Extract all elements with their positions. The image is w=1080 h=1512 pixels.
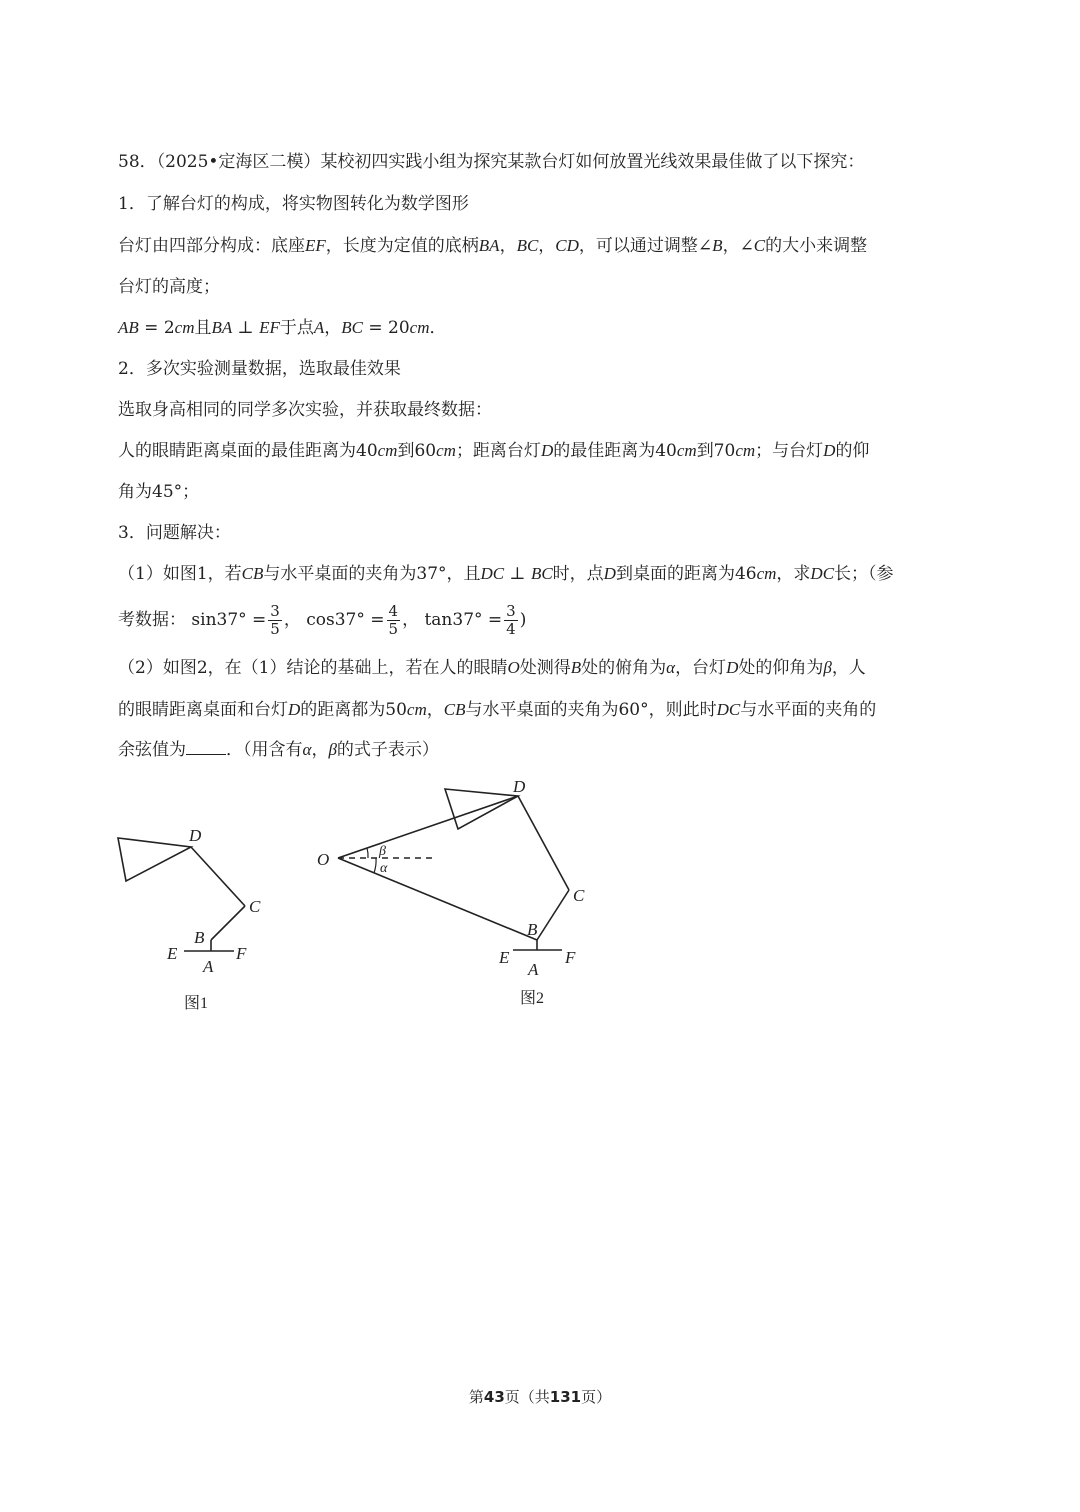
problem-intro: 某校初四实践小组为探究某款台灯如何放置光线效果最佳做了以下探究： — [320, 152, 865, 172]
text: ， — [311, 740, 329, 760]
segment-DC-2 — [518, 796, 569, 890]
text: 且 — [194, 318, 212, 338]
text: ， — [538, 236, 556, 256]
sin-label: sin37° = — [191, 610, 267, 630]
section1-line1 — [118, 234, 867, 258]
text: 考数据： — [118, 610, 186, 630]
figure-1 — [100, 810, 300, 1030]
label-E: E — [167, 944, 178, 963]
section2-line3: 角为45°； — [118, 482, 200, 502]
footer-text: 第 — [468, 1388, 484, 1406]
section3-title: 3．问题解决： — [118, 523, 231, 543]
text: = 2 — [138, 318, 175, 338]
section2-line2 — [118, 439, 869, 463]
text: 人的眼睛距离桌面的最佳距离为40 — [118, 441, 378, 461]
text: ， — [722, 236, 740, 256]
sin-numerator: 3 — [270, 602, 280, 620]
text: ，可以通过调整 — [578, 236, 698, 256]
math-BC: BC — [341, 318, 363, 337]
text: ，人 — [831, 658, 866, 678]
label-F: F — [565, 948, 576, 967]
cos-fraction — [387, 603, 401, 638]
math-beta: β — [328, 740, 337, 759]
text: 到60 — [397, 441, 437, 461]
text: ．（用含有 — [226, 740, 303, 760]
label-F: F — [236, 944, 247, 963]
math-alpha: α — [666, 658, 676, 677]
text: 的大小来调整 — [765, 236, 868, 256]
text: ， — [283, 610, 301, 630]
text: ， — [402, 610, 420, 630]
math-B: B — [570, 658, 582, 677]
cos-denominator: 5 — [388, 620, 399, 638]
label-O: O — [317, 850, 330, 869]
math-CB: CB — [241, 564, 264, 583]
problem-header — [118, 150, 864, 174]
text: 到70 — [696, 441, 736, 461]
tan-denominator: 4 — [506, 620, 516, 638]
label-D: D — [513, 777, 526, 796]
tan-label: tan37° = — [424, 610, 503, 630]
text: 的仰 — [835, 441, 870, 461]
unit-cm: cm — [436, 441, 456, 460]
math-EF: EF — [305, 236, 326, 255]
footer-text: 页（共 — [504, 1388, 550, 1406]
page-number: 43 — [483, 1388, 505, 1406]
cos-label: cos37° = — [306, 610, 385, 630]
math-alpha: α — [302, 740, 312, 759]
text: 与水平桌面的夹角为37°，且 — [263, 564, 481, 584]
figure-2-caption: 图2 — [520, 990, 545, 1007]
question1-line1 — [118, 562, 894, 586]
page-footer — [0, 1386, 1080, 1407]
text: ) — [519, 610, 527, 630]
segment-CB-2 — [537, 890, 569, 940]
cos-numerator: 4 — [388, 602, 399, 620]
footer-text: 页） — [581, 1388, 612, 1406]
answer-blank[interactable] — [186, 738, 226, 755]
math-BC: BC — [530, 564, 553, 583]
unit-cm: cm — [174, 318, 195, 337]
text: 长；（参 — [834, 564, 894, 584]
text: ，求 — [776, 564, 811, 584]
unit-cm: cm — [756, 564, 777, 583]
section2-line1: 选取身高相同的同学多次实验，并获取最终数据： — [118, 400, 492, 420]
question2-line3 — [118, 738, 439, 762]
text: ， — [426, 700, 444, 720]
segment-DC-1 — [191, 847, 245, 906]
math-BC: BC — [516, 236, 539, 255]
math-CD: CD — [555, 236, 579, 255]
text: （2）如图2，在（1）结论的基础上，若在人的眼睛 — [118, 658, 508, 678]
math-angle-B: ∠B — [697, 236, 723, 255]
math-D: D — [726, 658, 739, 677]
text: ，台灯 — [675, 658, 727, 678]
text: ． — [429, 318, 447, 338]
perp-symbol: ⊥ — [504, 564, 531, 584]
sin-denominator: 5 — [270, 620, 280, 638]
math-angle-C: ∠C — [739, 236, 766, 255]
label-A: A — [203, 957, 214, 976]
unit-cm: cm — [406, 700, 427, 719]
text: ；与台灯 — [755, 441, 824, 461]
section1-title: 1．了解台灯的构成，将实物图转化为数学图形 — [118, 194, 469, 214]
math-EF: EF — [259, 318, 280, 337]
text: 台灯由四部分构成：底座 — [118, 236, 305, 256]
text: 的式子表示） — [336, 740, 439, 760]
tan-fraction — [504, 603, 518, 638]
text: ， — [324, 318, 342, 338]
question1-reference-data — [118, 600, 526, 640]
text: = 20 — [362, 318, 410, 338]
text: 于点 — [279, 318, 314, 338]
text: 处的仰角为 — [738, 658, 824, 678]
section1-line2: 台灯的高度； — [118, 277, 220, 297]
text: 余弦值为 — [118, 740, 186, 760]
math-DC: DC — [480, 564, 505, 583]
label-C: C — [573, 886, 585, 905]
figure-1-caption: 图1 — [184, 995, 209, 1012]
math-D: D — [540, 441, 554, 460]
text: ；距离台灯 — [455, 441, 541, 461]
text: 的距离都为50 — [300, 700, 407, 720]
math-BA: BA — [478, 236, 500, 255]
problem-number: 58． — [118, 152, 157, 172]
unit-cm: cm — [735, 441, 756, 460]
label-alpha: α — [380, 861, 388, 876]
math-beta: β — [823, 658, 832, 677]
perp-symbol: ⊥ — [232, 318, 260, 338]
label-A: A — [528, 960, 539, 979]
text: 到桌面的距离为46 — [615, 564, 757, 584]
question2-line2 — [118, 698, 876, 722]
unit-cm: cm — [377, 441, 398, 460]
math-AB: AB — [118, 318, 139, 337]
label-B: B — [527, 920, 538, 939]
text: 与水平面的夹角的 — [740, 700, 877, 720]
label-beta: β — [379, 844, 386, 859]
tan-numerator: 3 — [506, 602, 516, 620]
math-BA: BA — [211, 318, 233, 337]
text: ， — [499, 236, 517, 256]
label-D: D — [189, 826, 202, 845]
question2-line1 — [118, 656, 866, 680]
sin-fraction — [268, 603, 282, 638]
math-CB: CB — [443, 700, 466, 719]
unit-cm: cm — [676, 441, 697, 460]
sightline-OB — [338, 858, 537, 940]
text: 与水平桌面的夹角为60°，则此时 — [465, 700, 717, 720]
problem-source: （2025•定海区二模） — [156, 152, 321, 172]
math-DC: DC — [716, 700, 741, 719]
text: （1）如图1，若 — [118, 564, 242, 584]
text: 处的俯角为 — [581, 658, 667, 678]
segment-CB-1 — [211, 906, 245, 940]
unit-cm: cm — [409, 318, 430, 337]
math-O: O — [507, 658, 520, 677]
math-A: A — [313, 318, 325, 337]
text: 时，点 — [552, 564, 604, 584]
text: 的眼睛距离桌面和台灯 — [118, 700, 288, 720]
label-C: C — [249, 897, 261, 916]
label-B: B — [194, 928, 205, 947]
lamp-shade-1 — [118, 838, 191, 881]
math-D: D — [603, 564, 616, 583]
figure-2 — [300, 770, 620, 1020]
sightline-OD — [338, 796, 518, 858]
text: ，长度为定值的底柄 — [325, 236, 479, 256]
arc-alpha — [374, 858, 376, 873]
math-D: D — [288, 700, 301, 719]
section2-title: 2．多次实验测量数据，选取最佳效果 — [118, 359, 401, 379]
arc-beta — [367, 848, 368, 858]
section1-condition — [118, 316, 446, 340]
math-D: D — [823, 441, 836, 460]
text: 的最佳距离为40 — [553, 441, 677, 461]
math-DC: DC — [810, 564, 835, 583]
text: 处测得 — [519, 658, 571, 678]
label-E: E — [499, 948, 510, 967]
total-pages: 131 — [549, 1388, 582, 1406]
